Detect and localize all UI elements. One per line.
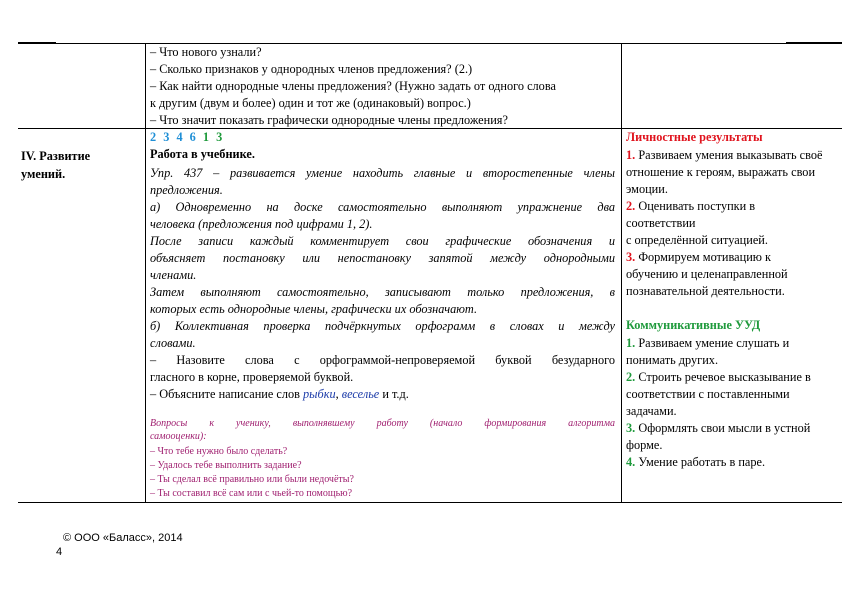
- paragraph-line: членами.: [150, 268, 197, 282]
- task-numbers-blue: 2 3 4 6: [150, 130, 196, 144]
- personal-results-title: Личностные результаты: [626, 130, 763, 144]
- question-line: – Как найти однородные члены предложения? (Нужно задать от одного слова: [150, 79, 556, 93]
- table-bottom-border: [18, 502, 842, 503]
- question-line: – Объясните написание слов рыбки, веселье и т.д.: [150, 387, 409, 401]
- question-line: – Что значит показать графически однородные члены предложения?: [150, 113, 508, 127]
- personal-result-line: обучению и целенаправленной: [626, 267, 788, 281]
- personal-result-line: 1. Развиваем умения выказывать своё: [626, 148, 823, 162]
- step-b-line: словами.: [150, 336, 196, 350]
- column-divider-2: [621, 43, 622, 502]
- example-word: рыбки: [303, 387, 336, 401]
- communicative-line: соответствии с поставленными: [626, 387, 790, 401]
- question-line: – Назовите слова с орфограммой-непроверяемой буквой безударного: [150, 353, 615, 367]
- question-line: – Что нового узнали?: [150, 45, 262, 59]
- personal-result-line: эмоции.: [626, 182, 668, 196]
- stage-title-line-2: умений.: [21, 167, 66, 181]
- copyright: © ООО «Баласс», 2014: [63, 532, 183, 544]
- results-column: [626, 129, 842, 501]
- self-assessment-question: – Удалось тебе выполнить задание?: [150, 460, 302, 471]
- table-top-border-left: [18, 42, 56, 44]
- self-assessment-question: – Что тебе нужно было сделать?: [150, 446, 288, 457]
- step-a-line: а) Одновременно на доске самостоятельно выполняют упражнение два: [150, 200, 615, 214]
- personal-result-line: отношение к героям, выражать свои: [626, 165, 816, 179]
- personal-result-line: познавательной деятельности.: [626, 284, 785, 298]
- activity-heading: Работа в учебнике.: [150, 147, 255, 161]
- communicative-line: 2. Строить речевое высказывание в: [626, 370, 811, 384]
- step-b-line: б) Коллективная проверка подчёркнутых орфограмм в словах и между: [150, 319, 615, 333]
- personal-result-line: 2. Оценивать поступки в: [626, 199, 756, 213]
- self-assessment-question: – Ты составил всё сам или с чьей-то помощью?: [150, 488, 353, 499]
- communicative-line: 4. Умение работать в паре.: [626, 455, 766, 469]
- paragraph-line: объясняет постановку или непостановку запятой между однородными: [150, 251, 615, 265]
- question-line: к другим (двум и более) один и тот же (одинаковый) вопрос.): [150, 96, 471, 110]
- communicative-line: задачами.: [626, 404, 677, 418]
- exercise-line: предложения.: [150, 183, 223, 197]
- personal-result-line: 3. Формируем мотивацию к: [626, 250, 772, 264]
- exercise-line: Упр. 437 – развивается умение находить главные и второстепенные члены: [150, 166, 615, 180]
- self-assessment-line: Вопросы к ученику, выполнявшему работу (начало формирования алгоритма: [150, 418, 615, 429]
- table-top-border-right: [786, 42, 842, 44]
- task-numbers-green: 1 3: [202, 130, 223, 144]
- personal-result-line: соответствии: [626, 216, 696, 230]
- page-number: 4: [56, 546, 63, 558]
- step-a-line: человека (предложения под цифрами 1, 2).: [150, 217, 373, 231]
- question-line: – Сколько признаков у однородных членов предложения? (2.): [150, 62, 473, 76]
- self-assessment-question: – Ты сделал всё правильно или были недочёты?: [150, 474, 354, 485]
- personal-result-line: с определённой ситуацией.: [626, 233, 768, 247]
- stage-title-line-1: IV. Развитие: [21, 149, 91, 163]
- communicative-title: Коммуникативные УУД: [626, 318, 761, 332]
- question-line: гласного в корне, проверяемой буквой.: [150, 370, 354, 384]
- paragraph-line: которых есть однородные члены, графически их обозначают.: [150, 302, 478, 316]
- self-assessment-line: самооценки):: [150, 431, 207, 442]
- paragraph-line: Затем выполняют самостоятельно, записывают только предложения, в: [150, 285, 615, 299]
- communicative-line: понимать других.: [626, 353, 719, 367]
- example-word: веселье: [341, 387, 380, 401]
- column-divider-1: [145, 43, 146, 502]
- communicative-line: форме.: [626, 438, 663, 452]
- communicative-line: 3. Оформлять свои мысли в устной: [626, 421, 811, 435]
- communicative-line: 1. Развиваем умение слушать и: [626, 336, 790, 350]
- paragraph-line: После записи каждый комментирует свои графические обозначения и: [150, 234, 615, 248]
- task-numbers: [150, 129, 222, 146]
